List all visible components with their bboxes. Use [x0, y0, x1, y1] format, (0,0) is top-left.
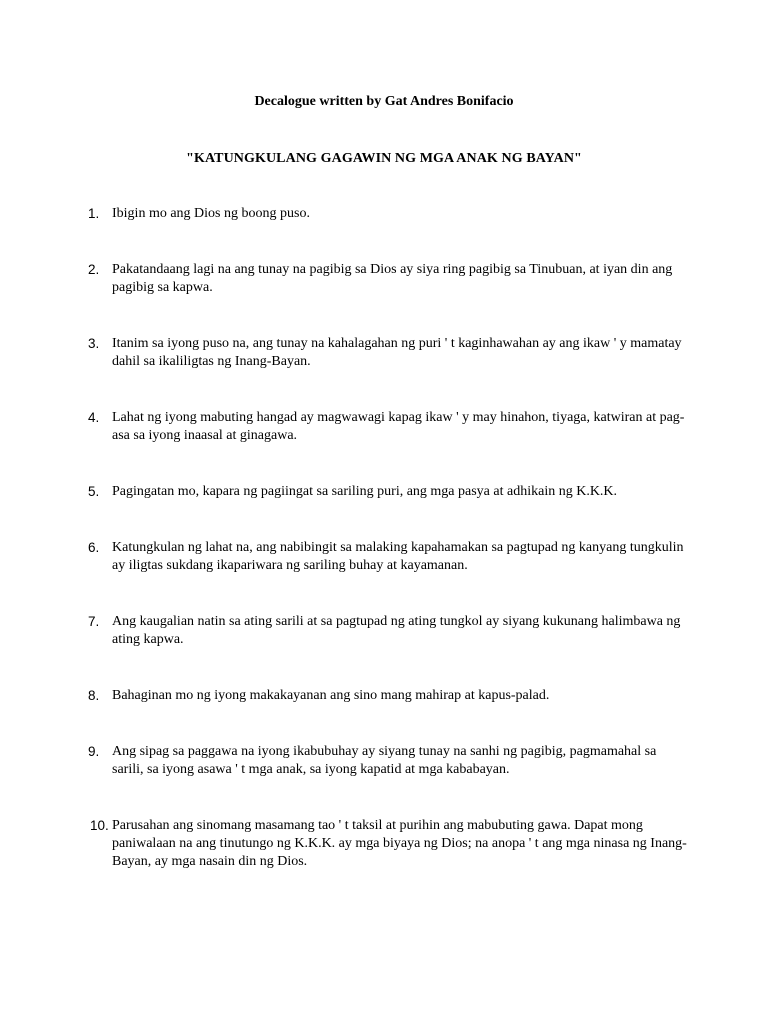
list-item-number: 6.: [88, 540, 100, 555]
list-item-number: 1.: [88, 206, 100, 221]
list-item: [88, 687, 690, 705]
list-item-text: Lahat ng iyong mabuting hangad ay magwawagi kapag ikaw ' y may hinahon, tiyaga, katwiran at pag-asa sa iyong inaasal at ginagawa.: [112, 410, 685, 443]
document-title: Decalogue written by Gat Andres Bonifacio: [254, 94, 514, 109]
list-item-number: 7.: [88, 614, 100, 629]
list-item-text: Itanim sa iyong puso na, ang tunay na kahalagahan ng puri ' t kaginhawahan ay ang ikaw ' y mamatay dahil sa ikaliligtas ng Inang-Bayan.: [112, 336, 682, 369]
list-item-number: 5.: [88, 484, 100, 499]
list-item-text: Parusahan ang sinomang masamang tao ' t taksil at purihin ang mabubuting gawa. Dapat mong paniwalaan na ang tinutungo ng K.K.K. ay mga biyaya ng Dios; na anopa ' t ang mga ninasa ng Inang-Bayan, ay mga nasain din ng Dios.: [112, 818, 687, 869]
list-item-number: 8.: [88, 688, 100, 703]
list-item-text: Bahaginan mo ng iyong makakayanan ang sino mang mahirap at kapus-palad.: [112, 688, 550, 703]
list-item-number: 3.: [88, 336, 100, 351]
list-item: [88, 613, 690, 649]
list-item: [88, 817, 690, 871]
list-item: [88, 335, 690, 371]
list-item: [88, 483, 690, 501]
list-item-number: 9.: [88, 744, 100, 759]
list-item: [88, 743, 690, 779]
list-item: [88, 539, 690, 575]
list-item-text: Ang sipag sa paggawa na iyong ikabubuhay ay siyang tunay na sanhi ng pagibig, pagmamahal sa sarili, sa iyong asawa ' t mga anak, sa iyong kapatid at mga kababayan.: [112, 744, 657, 777]
list-item-text: Katungkulan ng lahat na, ang nabibingit sa malaking kapahamakan sa pagtupad ng kanyang tungkulin ay iligtas sukdang ikapariwara ng sariling buhay at kayamanan.: [112, 540, 684, 573]
list-item-text: Pakatandaang lagi na ang tunay na pagibig sa Dios ay siya ring pagibig sa Tinubuan, at iyan din ang pagibig sa kapwa.: [112, 262, 673, 295]
list-item-text: Ang kaugalian natin sa ating sarili at sa pagtupad ng ating tungkol ay siyang kukunang halimbawa ng ating kapwa.: [112, 614, 681, 647]
list-item-number: 10.: [90, 818, 109, 833]
list-item-text: Pagingatan mo, kapara ng pagiingat sa sariling puri, ang mga pasya at adhikain ng K.K.K.: [112, 484, 618, 499]
list-item: [88, 261, 690, 297]
list-item: [88, 409, 690, 445]
list-item: [88, 205, 690, 223]
document-subtitle: "KATUNGKULANG GAGAWIN NG MGA ANAK NG BAYAN": [186, 151, 582, 166]
list-item-text: Ibigin mo ang Dios ng boong puso.: [112, 206, 310, 221]
list-item-number: 4.: [88, 410, 100, 425]
list-item-number: 2.: [88, 262, 100, 277]
